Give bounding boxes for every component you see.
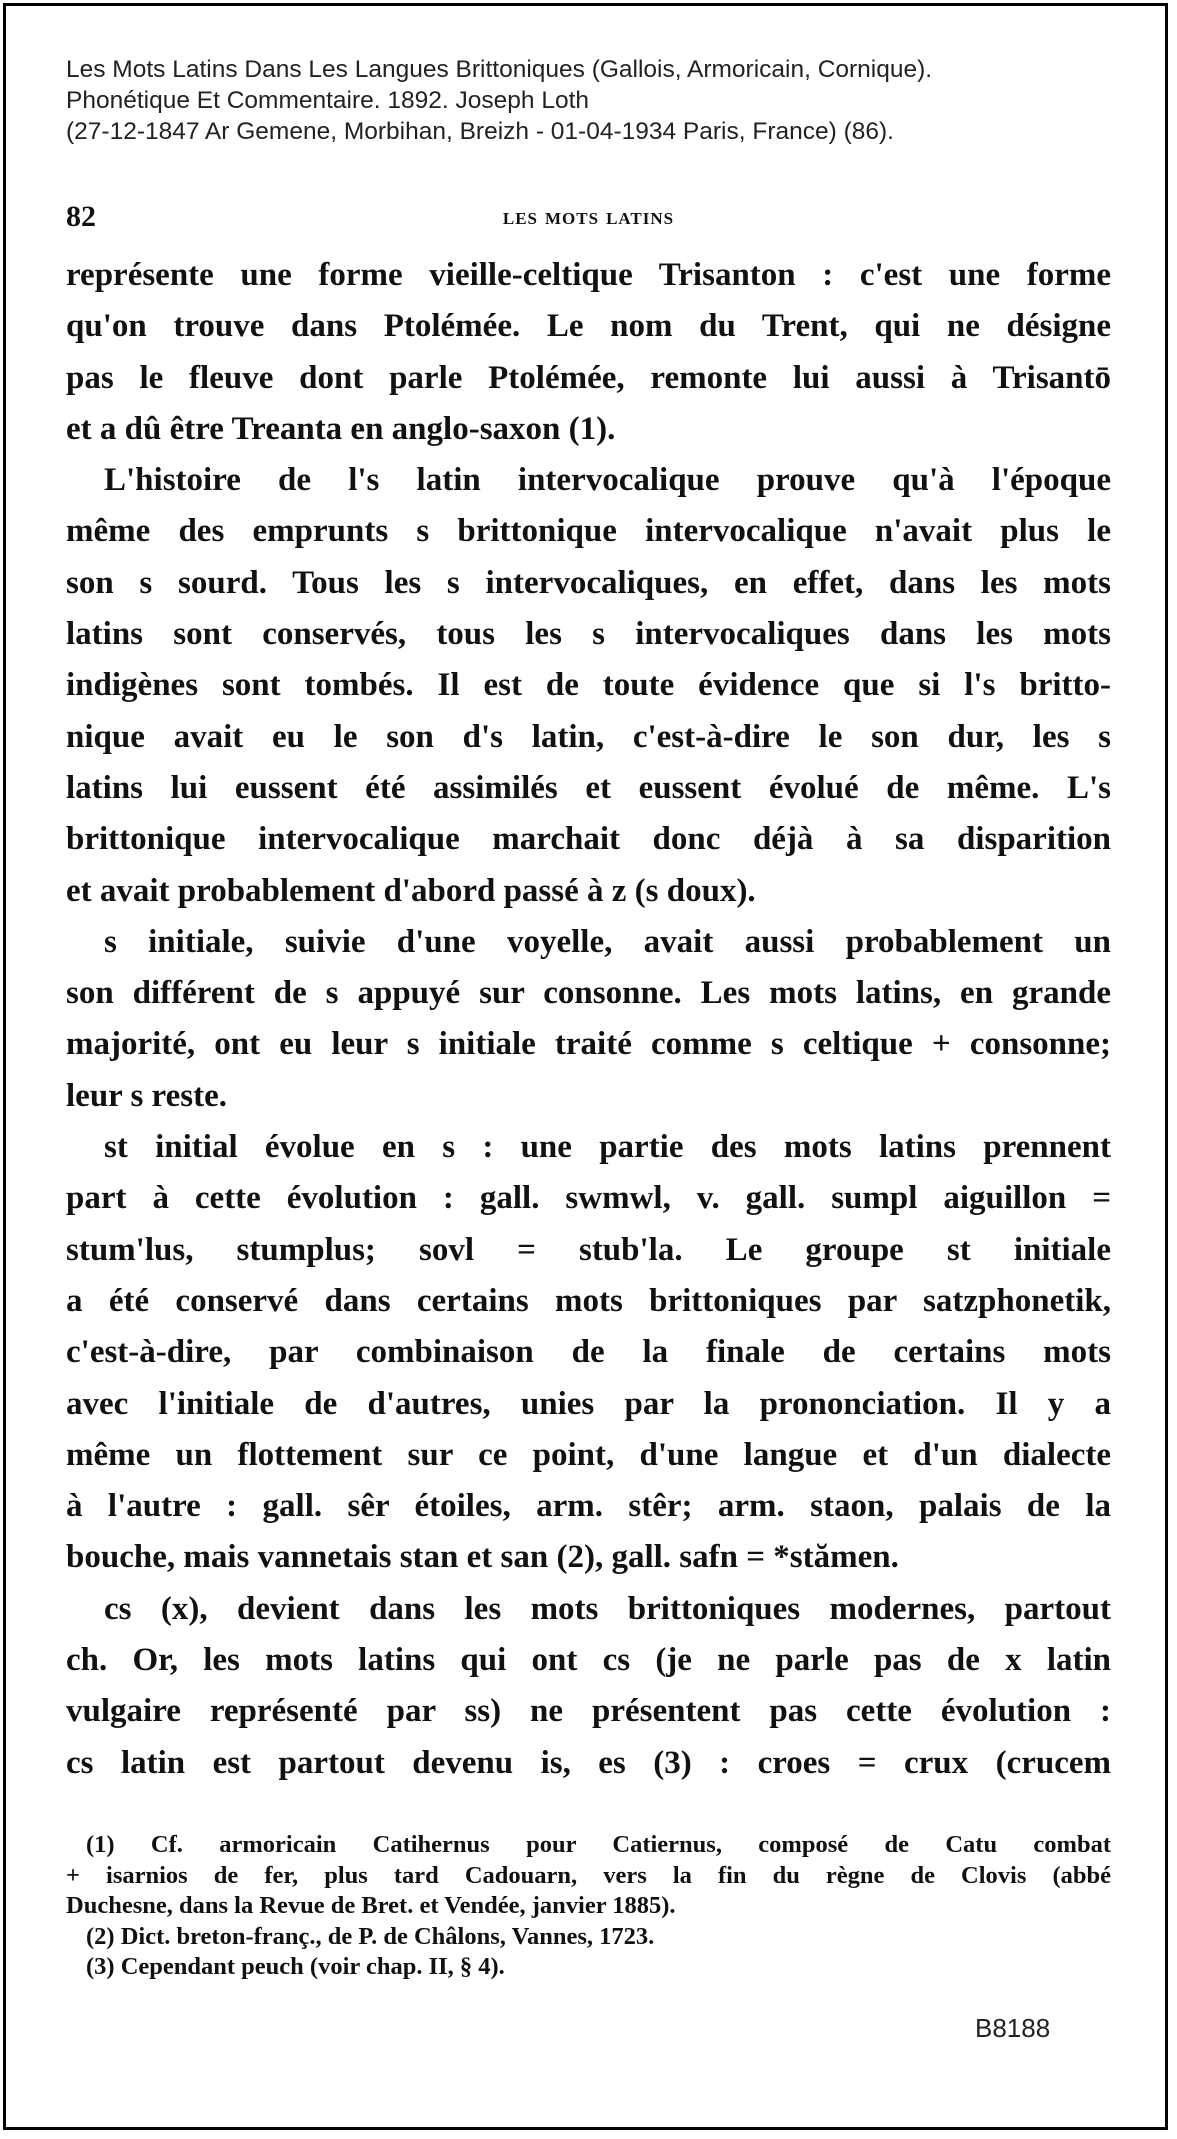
text-line: à l'autre : gall. sêr étoiles, arm. stêr; arm. staon, palais de la (66, 1488, 1111, 1525)
text-line: son différent de s appuyé sur consonne. Les mots latins, en grande (66, 975, 1111, 1012)
text-line: représente une forme vieille-celtique Trisanton : c'est une forme (66, 257, 1111, 293)
text-line: son s sourd. Tous les s intervocaliques, en effet, dans les mots (66, 564, 1111, 601)
footnote-line: (1) Cf. armoricain Catihernus pour Catiernus, composé de Catu combat (86, 1831, 1111, 1858)
text-line: indigènes sont tombés. Il est de toute évidence que si l's britto- (66, 667, 1111, 704)
text-line: même des emprunts s brittonique intervocalique n'avait plus le (66, 513, 1111, 550)
footnote-line: (2) Dict. breton-franç., de P. de Châlons, Vannes, 1723. (86, 1922, 655, 1950)
text-line: L'histoire de l's latin intervocalique prouve qu'à l'époque (104, 462, 1111, 499)
text-line: même un flottement sur ce point, d'une langue et d'un dialecte (66, 1436, 1111, 1473)
footnote-line: (3) Cependant peuch (voir chap. II, § 4). (86, 1953, 505, 1980)
text-line: nique avait eu le son d's latin, c'est-à-dire le son dur, les s (66, 718, 1111, 755)
text-line: bouche, mais vannetais stan et san (2), gall. safn = *stămen. (66, 1539, 899, 1576)
text-line: cs (x), devient dans les mots brittoniques modernes, partout (104, 1590, 1111, 1627)
text-line: st initial évolue en s : une partie des mots latins prennent (104, 1129, 1111, 1166)
text-line: latins lui eussent été assimilés et eussent évolué de même. L's (66, 769, 1111, 806)
text-line: pas le fleuve dont parle Ptolémée, remonte lui aussi à Trisantō (66, 359, 1111, 396)
text-line: s initiale, suivie d'une voyelle, avait aussi probablement un (104, 923, 1111, 960)
header-note-line: Les Mots Latins Dans Les Langues Brittoniques (Gallois, Armoricain, Cornique). (66, 56, 933, 83)
footnote-line: Duchesne, dans la Revue de Bret. et Vendée, janvier 1885). (66, 1892, 676, 1919)
text-line: cs latin est partout devenu is, es (3) : croes = crux (crucem (66, 1744, 1111, 1781)
running-title: les mots latins (502, 204, 675, 230)
footnote-line: + isarnios de fer, plus tard Cadouarn, vers la fin du règne de Clovis (abbé (66, 1861, 1111, 1889)
catalog-id: B8188 (975, 2013, 1051, 2043)
text-line: part à cette évolution : gall. swmwl, v. gall. sumpl aiguillon = (66, 1180, 1111, 1217)
footnotes (66, 1830, 1111, 1983)
text-line: qu'on trouve dans Ptolémée. Le nom du Trent, qui ne désigne (66, 308, 1111, 345)
page-number: 82 (66, 200, 96, 233)
text-line: et avait probablement d'abord passé à z (s doux). (66, 872, 756, 909)
text-line: ch. Or, les mots latins qui ont cs (je ne parle pas de x latin (66, 1642, 1111, 1679)
text-line: stum'lus, stumplus; sovl = stub'la. Le groupe st initiale (66, 1231, 1111, 1268)
header-note (66, 54, 1126, 147)
text-line: brittonique intervocalique marchait donc déjà à sa disparition (66, 821, 1111, 858)
text-line: c'est-à-dire, par combinaison de la finale de certains mots (66, 1334, 1111, 1371)
text-line: majorité, ont eu leur s initiale traité comme s celtique + consonne; (66, 1026, 1111, 1063)
text-line: vulgaire représenté par ss) ne présentent pas cette évolution : (66, 1693, 1111, 1730)
text-line: latins sont conservés, tous les s intervocaliques dans les mots (66, 616, 1111, 653)
body-text (66, 250, 1111, 1789)
text-line: avec l'initiale de d'autres, unies par la prononciation. Il y a (66, 1385, 1111, 1422)
header-note-line: (27-12-1847 Ar Gemene, Morbihan, Breizh - 01-04-1934 Paris, France) (86). (66, 118, 894, 145)
text-line: a été conservé dans certains mots brittoniques par satzphonetik, (66, 1282, 1111, 1319)
text-line: leur s reste. (66, 1077, 227, 1114)
text-line: et a dû être Treanta en anglo-saxon (1). (66, 410, 616, 447)
running-head (66, 200, 1111, 240)
header-note-line: Phonétique Et Commentaire. 1892. Joseph Loth (66, 87, 590, 114)
